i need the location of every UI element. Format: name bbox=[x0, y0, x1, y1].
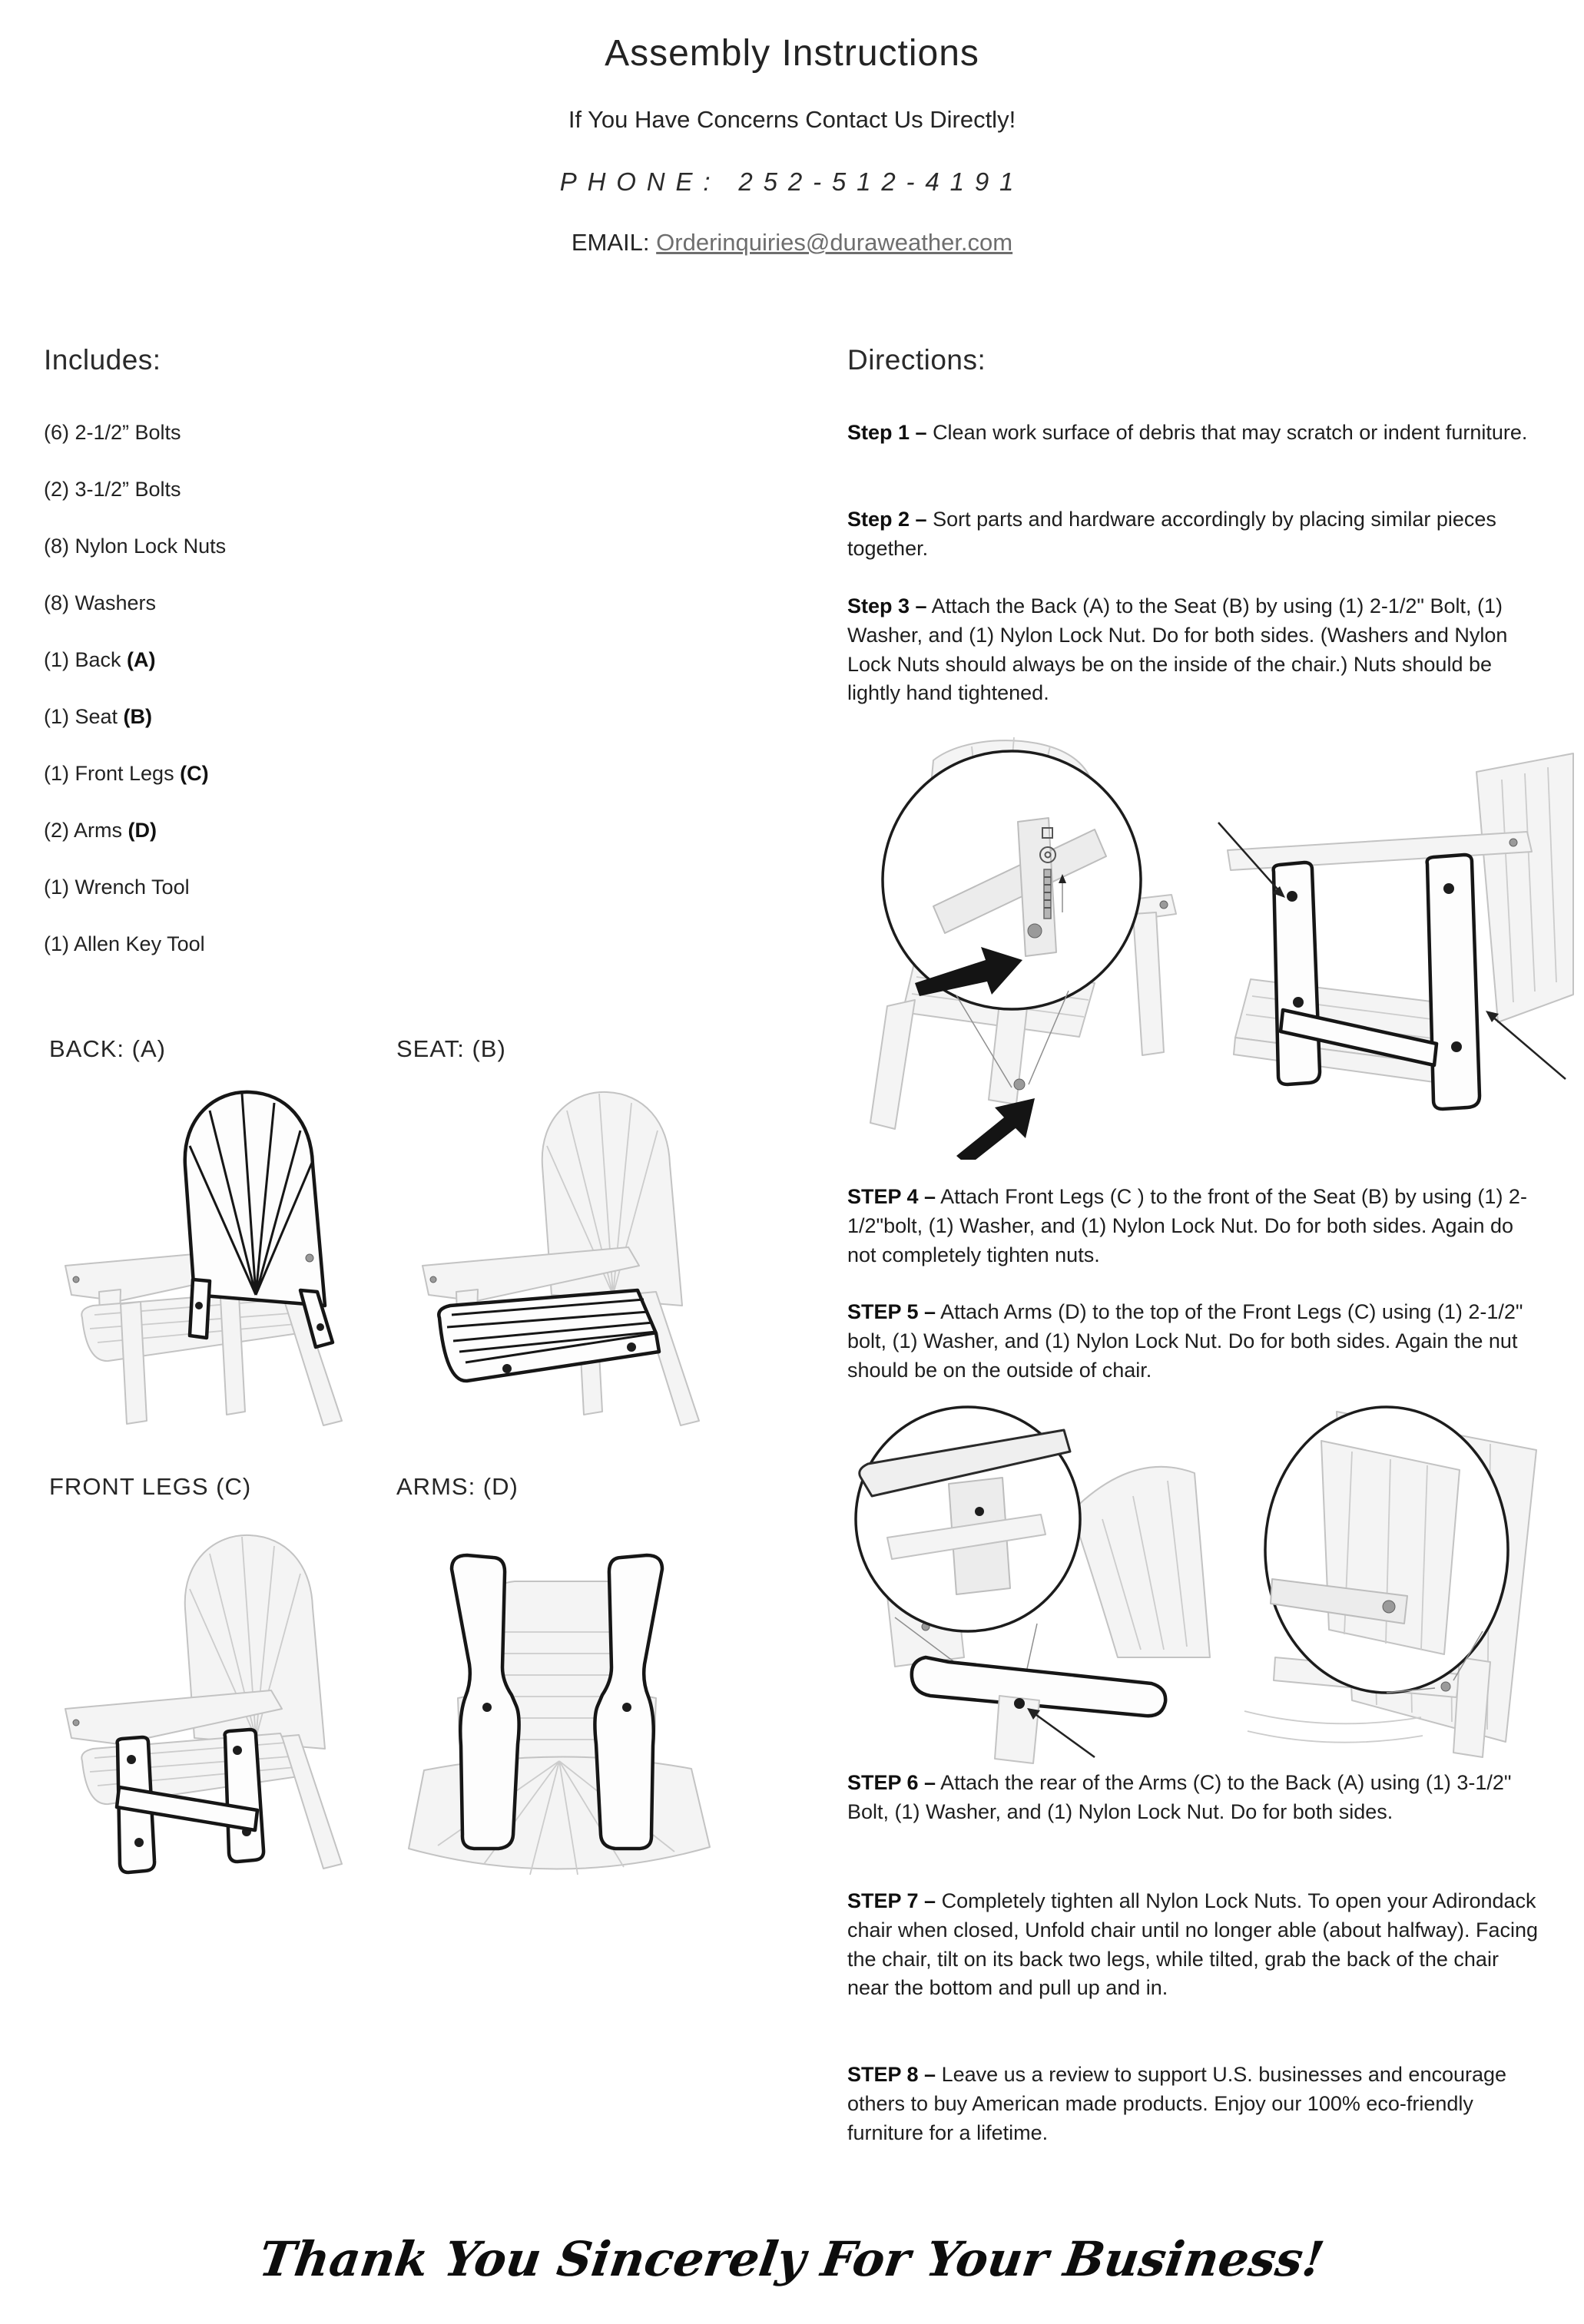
list-item: (1) Wrench Tool bbox=[44, 876, 190, 899]
list-item: (2) Arms (D) bbox=[44, 819, 157, 842]
page-title: Assembly Instructions bbox=[605, 33, 979, 74]
highlighted-seat bbox=[439, 1290, 659, 1381]
chair-rear-bolt-callout-drawing bbox=[841, 730, 1195, 1160]
step-3: Step 3 – Attach the Back (A) to the Seat (B) by using (1) 2-1/2" Bolt, (1) Washer, and (1) Nylon Lock Nut. Do for both sides. (Washers and Nylon Lock Nuts should always be on the inside of the chair.) Nuts should be lightly hand tightened. bbox=[847, 594, 1508, 705]
seat-part-illustration bbox=[380, 1074, 734, 1442]
contact-subtitle: If You Have Concerns Contact Us Directly! bbox=[568, 106, 1016, 133]
front-legs-part-label: FRONT LEGS (C) bbox=[49, 1473, 252, 1500]
email-label: EMAIL: bbox=[571, 229, 650, 256]
front-legs-part-illustration bbox=[27, 1517, 373, 1889]
thank-you-message: Thank You Sincerely For Your Business! bbox=[256, 2231, 1328, 2287]
arrow-icon bbox=[956, 1098, 1035, 1160]
directions-heading: Directions: bbox=[847, 344, 986, 376]
includes-heading: Includes: bbox=[44, 344, 161, 376]
arm-and-leg bbox=[912, 1657, 1165, 1763]
arms-part-illustration bbox=[380, 1517, 734, 1889]
email-row bbox=[0, 229, 1584, 257]
includes-list bbox=[44, 421, 226, 989]
step-1: Step 1 – Clean work surface of debris that may scratch or indent furniture. bbox=[847, 421, 1528, 444]
step-7: STEP 7 – Completely tighten all Nylon Lock Nuts. To open your Adirondack chair when closed, Unfold chair until no longer able (about halfway). Facing the chair, tilt on its back two legs, while tilted, grab the back of the chair near the bottom and pull up and in. bbox=[847, 1889, 1539, 2000]
phone-number: PHONE: 252-512-4191 bbox=[559, 167, 1025, 196]
list-item: (2) 3-1/2” Bolts bbox=[44, 478, 181, 501]
step3-leg-attachment-illustration bbox=[1206, 749, 1575, 1160]
chair-arms-highlighted-drawing bbox=[380, 1517, 734, 1889]
chair-back-highlighted-drawing bbox=[27, 1074, 373, 1442]
arm-leg-joint-callout-drawing bbox=[841, 1404, 1218, 1765]
step-5: STEP 5 – Attach Arms (D) to the top of the Front Legs (C) using (1) 2-1/2" bolt, (1) Washer, and (1) Nylon Lock Nut. Do for both sides. Again the nut should be on the outside of chair. bbox=[847, 1300, 1523, 1382]
list-item: (8) Nylon Lock Nuts bbox=[44, 535, 227, 558]
list-item: (6) 2-1/2” Bolts bbox=[44, 421, 181, 444]
chair-front-legs-highlighted-drawing bbox=[27, 1517, 373, 1889]
step5-arm-leg-zoom-illustration bbox=[841, 1404, 1218, 1765]
back-part-illustration bbox=[27, 1074, 373, 1442]
list-item: (1) Back (A) bbox=[44, 648, 156, 671]
seat-part-label: SEAT: (B) bbox=[396, 1035, 506, 1062]
arm-back-joint-callout-drawing bbox=[1229, 1404, 1575, 1765]
list-item: (1) Front Legs (C) bbox=[44, 762, 209, 785]
chair-front-legs-arrows-drawing bbox=[1206, 749, 1575, 1160]
list-item: (8) Washers bbox=[44, 591, 157, 614]
step-4: STEP 4 – Attach Front Legs (C ) to the front of the Seat (B) by using (1) 2-1/2"bolt, (1) Washer, and (1) Nylon Lock Nut. Do for both sides. Again do not completely tighten nuts. bbox=[847, 1185, 1527, 1266]
step3-bolt-zoom-illustration bbox=[841, 730, 1195, 1160]
list-item: (1) Seat (B) bbox=[44, 705, 153, 728]
step5-arm-back-zoom-illustration bbox=[1229, 1404, 1575, 1765]
back-part-label: BACK: (A) bbox=[49, 1035, 166, 1062]
step-2: Step 2 – Sort parts and hardware accordingly by placing similar pieces together. bbox=[847, 508, 1496, 560]
arms-part-label: ARMS: (D) bbox=[396, 1473, 519, 1500]
footer bbox=[0, 2231, 1584, 2287]
email-link[interactable]: Orderinquiries@duraweather.com bbox=[656, 229, 1013, 256]
step-8: STEP 8 – Leave us a review to support U.S. businesses and encourage others to buy American made products. Enjoy our 100% eco-friendly furniture for a lifetime. bbox=[847, 2063, 1507, 2144]
list-item: (1) Allen Key Tool bbox=[44, 932, 205, 955]
step-6: STEP 6 – Attach the rear of the Arms (C) to the Back (A) using (1) 3-1/2" Bolt, (1) Washer, and (1) Nylon Lock Nut. Do for both sides. bbox=[847, 1771, 1512, 1823]
ghost-chair bbox=[409, 1581, 710, 1875]
chair-seat-highlighted-drawing bbox=[380, 1074, 734, 1442]
